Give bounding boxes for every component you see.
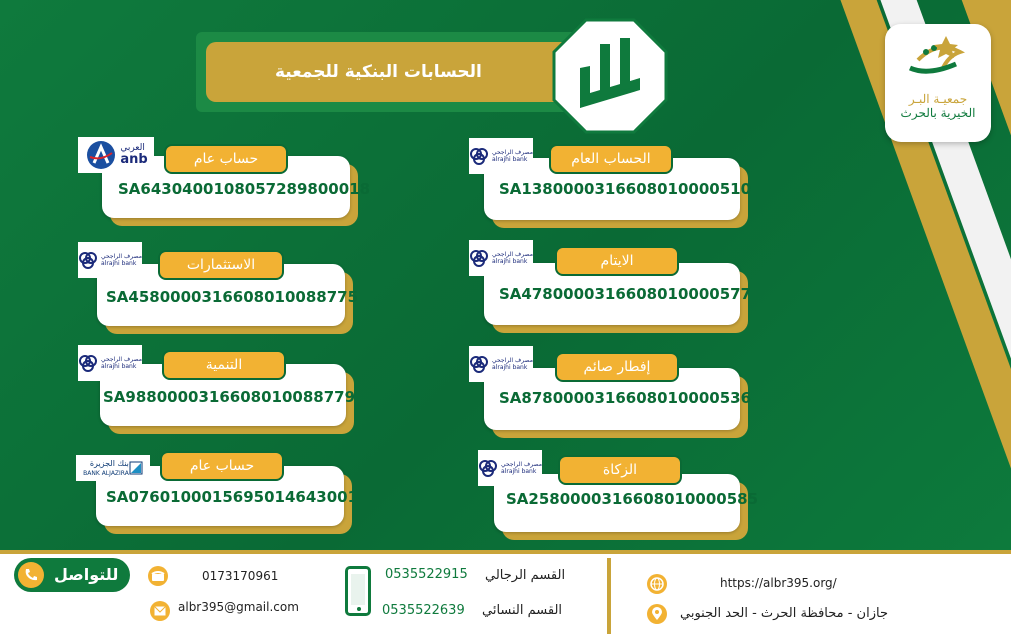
label-zakat: الزكاة (558, 455, 682, 485)
alrajhi-logo (469, 240, 533, 276)
alrajhi-icon (78, 250, 98, 270)
bank-name: alrajhi bank (101, 260, 137, 267)
website-link[interactable]: https://albr395.org/ (720, 576, 837, 590)
alrajhi-logo (478, 450, 542, 486)
charity-logo (885, 24, 991, 142)
logo-emblem-icon (898, 30, 978, 88)
label-anb: حساب عام (164, 144, 288, 174)
bank-ar-name: مصرف الراجحي (101, 356, 142, 363)
bank-ar-name: مصرف الراجحي (101, 253, 142, 260)
label-orphans: الايتام (555, 246, 679, 276)
label-aljazira: حساب عام (160, 451, 284, 481)
iban-aljazira[interactable]: SA0760100015695014643001 (106, 488, 359, 506)
globe-icon (647, 574, 667, 594)
label-development: التنمية (162, 350, 286, 380)
logo-text-line1: جمعيـة البـر (908, 92, 968, 106)
logo-text-line2: الخيرية بالحرث (900, 106, 976, 120)
bank-name: alrajhi bank (492, 364, 528, 371)
iban-development[interactable]: SA9880000316608010088779 (103, 388, 356, 406)
iban-orphans[interactable]: SA4780000316608010000577 (499, 285, 752, 303)
anb-logo (78, 137, 154, 173)
aljazira-logo (76, 455, 150, 481)
alrajhi-logo (78, 242, 142, 278)
alrajhi-logo (78, 345, 142, 381)
aljazira-icon (129, 461, 143, 475)
bank-ar-name: بنك الجزيرة (89, 458, 129, 468)
contact-button[interactable] (14, 558, 130, 592)
alrajhi-logo (469, 138, 533, 174)
bank-ar-name: مصرف الراجحي (492, 357, 533, 364)
location-pin-icon (647, 604, 667, 624)
address: جازان - محافظة الحرث - الحد الجنوبي (680, 606, 888, 621)
page-title: الحسابات البنكية للجمعية (275, 62, 482, 82)
bank-ar-name: مصرف الراجحي (492, 149, 533, 156)
alrajhi-logo (469, 346, 533, 382)
men-phone[interactable]: 0535522915 (385, 567, 468, 582)
alrajhi-icon (78, 353, 98, 373)
footer-separator (607, 558, 611, 634)
bank-name: alrajhi bank (501, 468, 537, 475)
anb-icon (84, 139, 118, 171)
alrajhi-icon (469, 146, 489, 166)
bank-name: BANK ALJAZIRA (83, 469, 129, 477)
iban-anb[interactable]: SA6430400108057289800018 (118, 180, 371, 198)
bank-symbol-icon (552, 18, 668, 134)
mobile-phone-icon (345, 566, 371, 616)
alrajhi-icon (469, 354, 489, 374)
bank-name: alrajhi bank (492, 258, 528, 265)
alrajhi-icon (478, 458, 498, 478)
bank-name: anb (120, 152, 148, 167)
email-icon (150, 601, 170, 621)
landline-number[interactable]: 0173170961 (202, 569, 279, 583)
bank-ar-name: العربي (120, 143, 145, 153)
label-general: الحساب العام (549, 144, 673, 174)
contact-label: للتواصل (54, 565, 119, 584)
alrajhi-icon (469, 248, 489, 268)
footer-divider-line (0, 550, 1011, 554)
women-section-label: القسم النسائي (482, 603, 563, 618)
email-address[interactable]: albr395@gmail.com (178, 600, 299, 614)
phone-call-icon (18, 562, 44, 588)
men-section-label: القسم الرجالي (485, 568, 566, 583)
landline-icon (148, 566, 168, 586)
women-phone[interactable]: 0535522639 (382, 603, 465, 618)
label-iftar: إفطار صائم (555, 352, 679, 382)
label-investments: الاستثمارات (158, 250, 284, 280)
iban-zakat[interactable]: SA2580000316608010000585 (506, 490, 759, 508)
iban-general[interactable]: SA1380000316608010000510 (499, 180, 752, 198)
bank-ar-name: مصرف الراجحي (501, 461, 542, 468)
iban-iftar[interactable]: SA8780000316608010000536 (499, 389, 752, 407)
footer (0, 550, 1011, 639)
bank-name: alrajhi bank (101, 363, 137, 370)
bank-name: alrajhi bank (492, 156, 528, 163)
bank-ar-name: مصرف الراجحي (492, 251, 533, 258)
iban-investments[interactable]: SA4580000316608010088775 (106, 288, 359, 306)
